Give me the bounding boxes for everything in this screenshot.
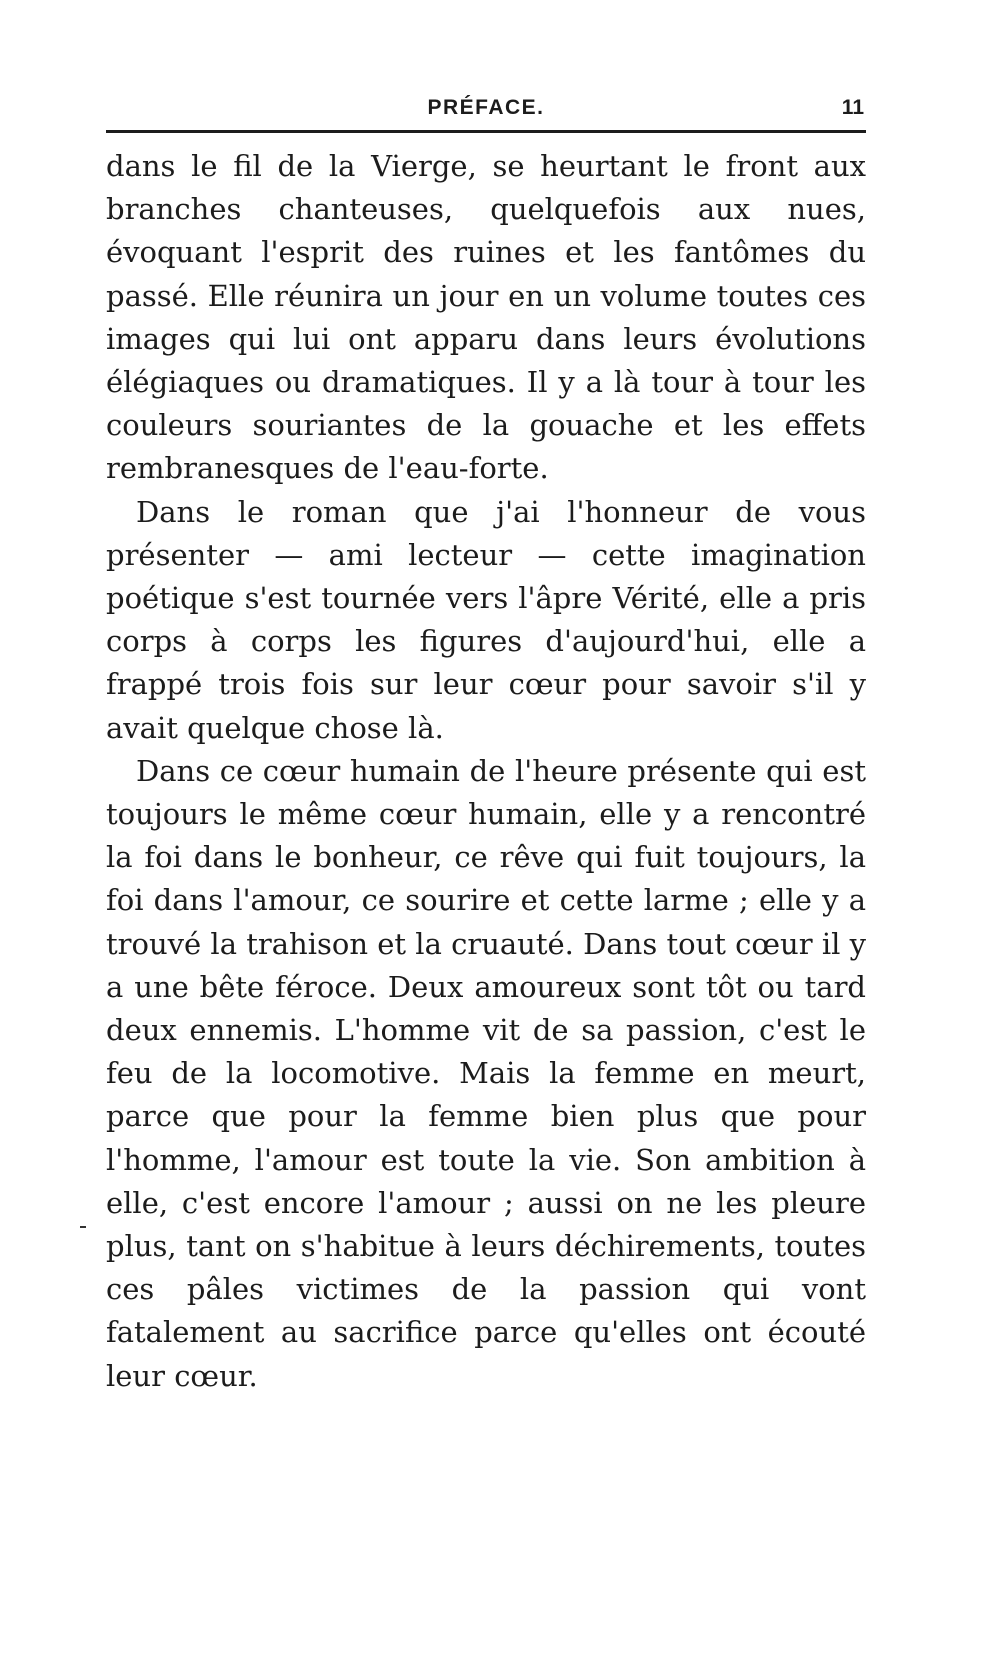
page-number: 11 — [841, 96, 864, 119]
running-head — [106, 90, 866, 133]
paragraph-continuation: dans le fil de la Vierge, se heurtant le front aux branches chanteuses, quelquefois aux nues, évoquant l'esprit des ruines et les fantômes du passé. Elle réunira un jour en un volume toutes ces images qui lui ont apparu dans leurs évolutions élégiaques ou dramatiques. Il y a là tour à tour les couleurs souriantes de la gouache et les effets rembranesques de l'eau-forte. — [106, 149, 866, 486]
book-page — [106, 90, 866, 1398]
margin-mark — [80, 1226, 86, 1228]
body-text — [106, 145, 866, 1398]
running-title: PRÉFACE. — [427, 96, 545, 119]
paragraph-coeur-humain: Dans ce cœur humain de l'heure présente qui est toujours le même cœur humain, elle y a rencontré la foi dans le bonheur, ce rêve qui fuit toujours, la foi dans l'amour, ce sourire et cette larme ; elle y a trouvé la trahison et la cruauté. Dans tout cœur il y a une bête féroce. Deux amoureux sont tôt ou tard deux ennemis. L'homme vit de sa passion, c'est le feu de la locomotive. Mais la femme en meurt, parce que pour la femme bien plus que pour l'homme, l'amour est toute la vie. Son ambition à elle, c'est encore l'amour ; aussi on ne les pleure plus, tant on s'habitue à leurs déchirements, toutes ces pâles victimes de la passion qui vont fatalement au sacrifice parce qu'elles ont écouté leur cœur. — [106, 753, 866, 1393]
paragraph-roman: Dans le roman que j'ai l'honneur de vous présenter — ami lecteur — cette imagination poétique s'est tournée vers l'âpre Vérité, elle a pris corps à corps les figures d'aujourd'hui, elle a frappé trois fois sur leur cœur pour savoir s'il y avait quelque chose là. — [106, 494, 866, 745]
